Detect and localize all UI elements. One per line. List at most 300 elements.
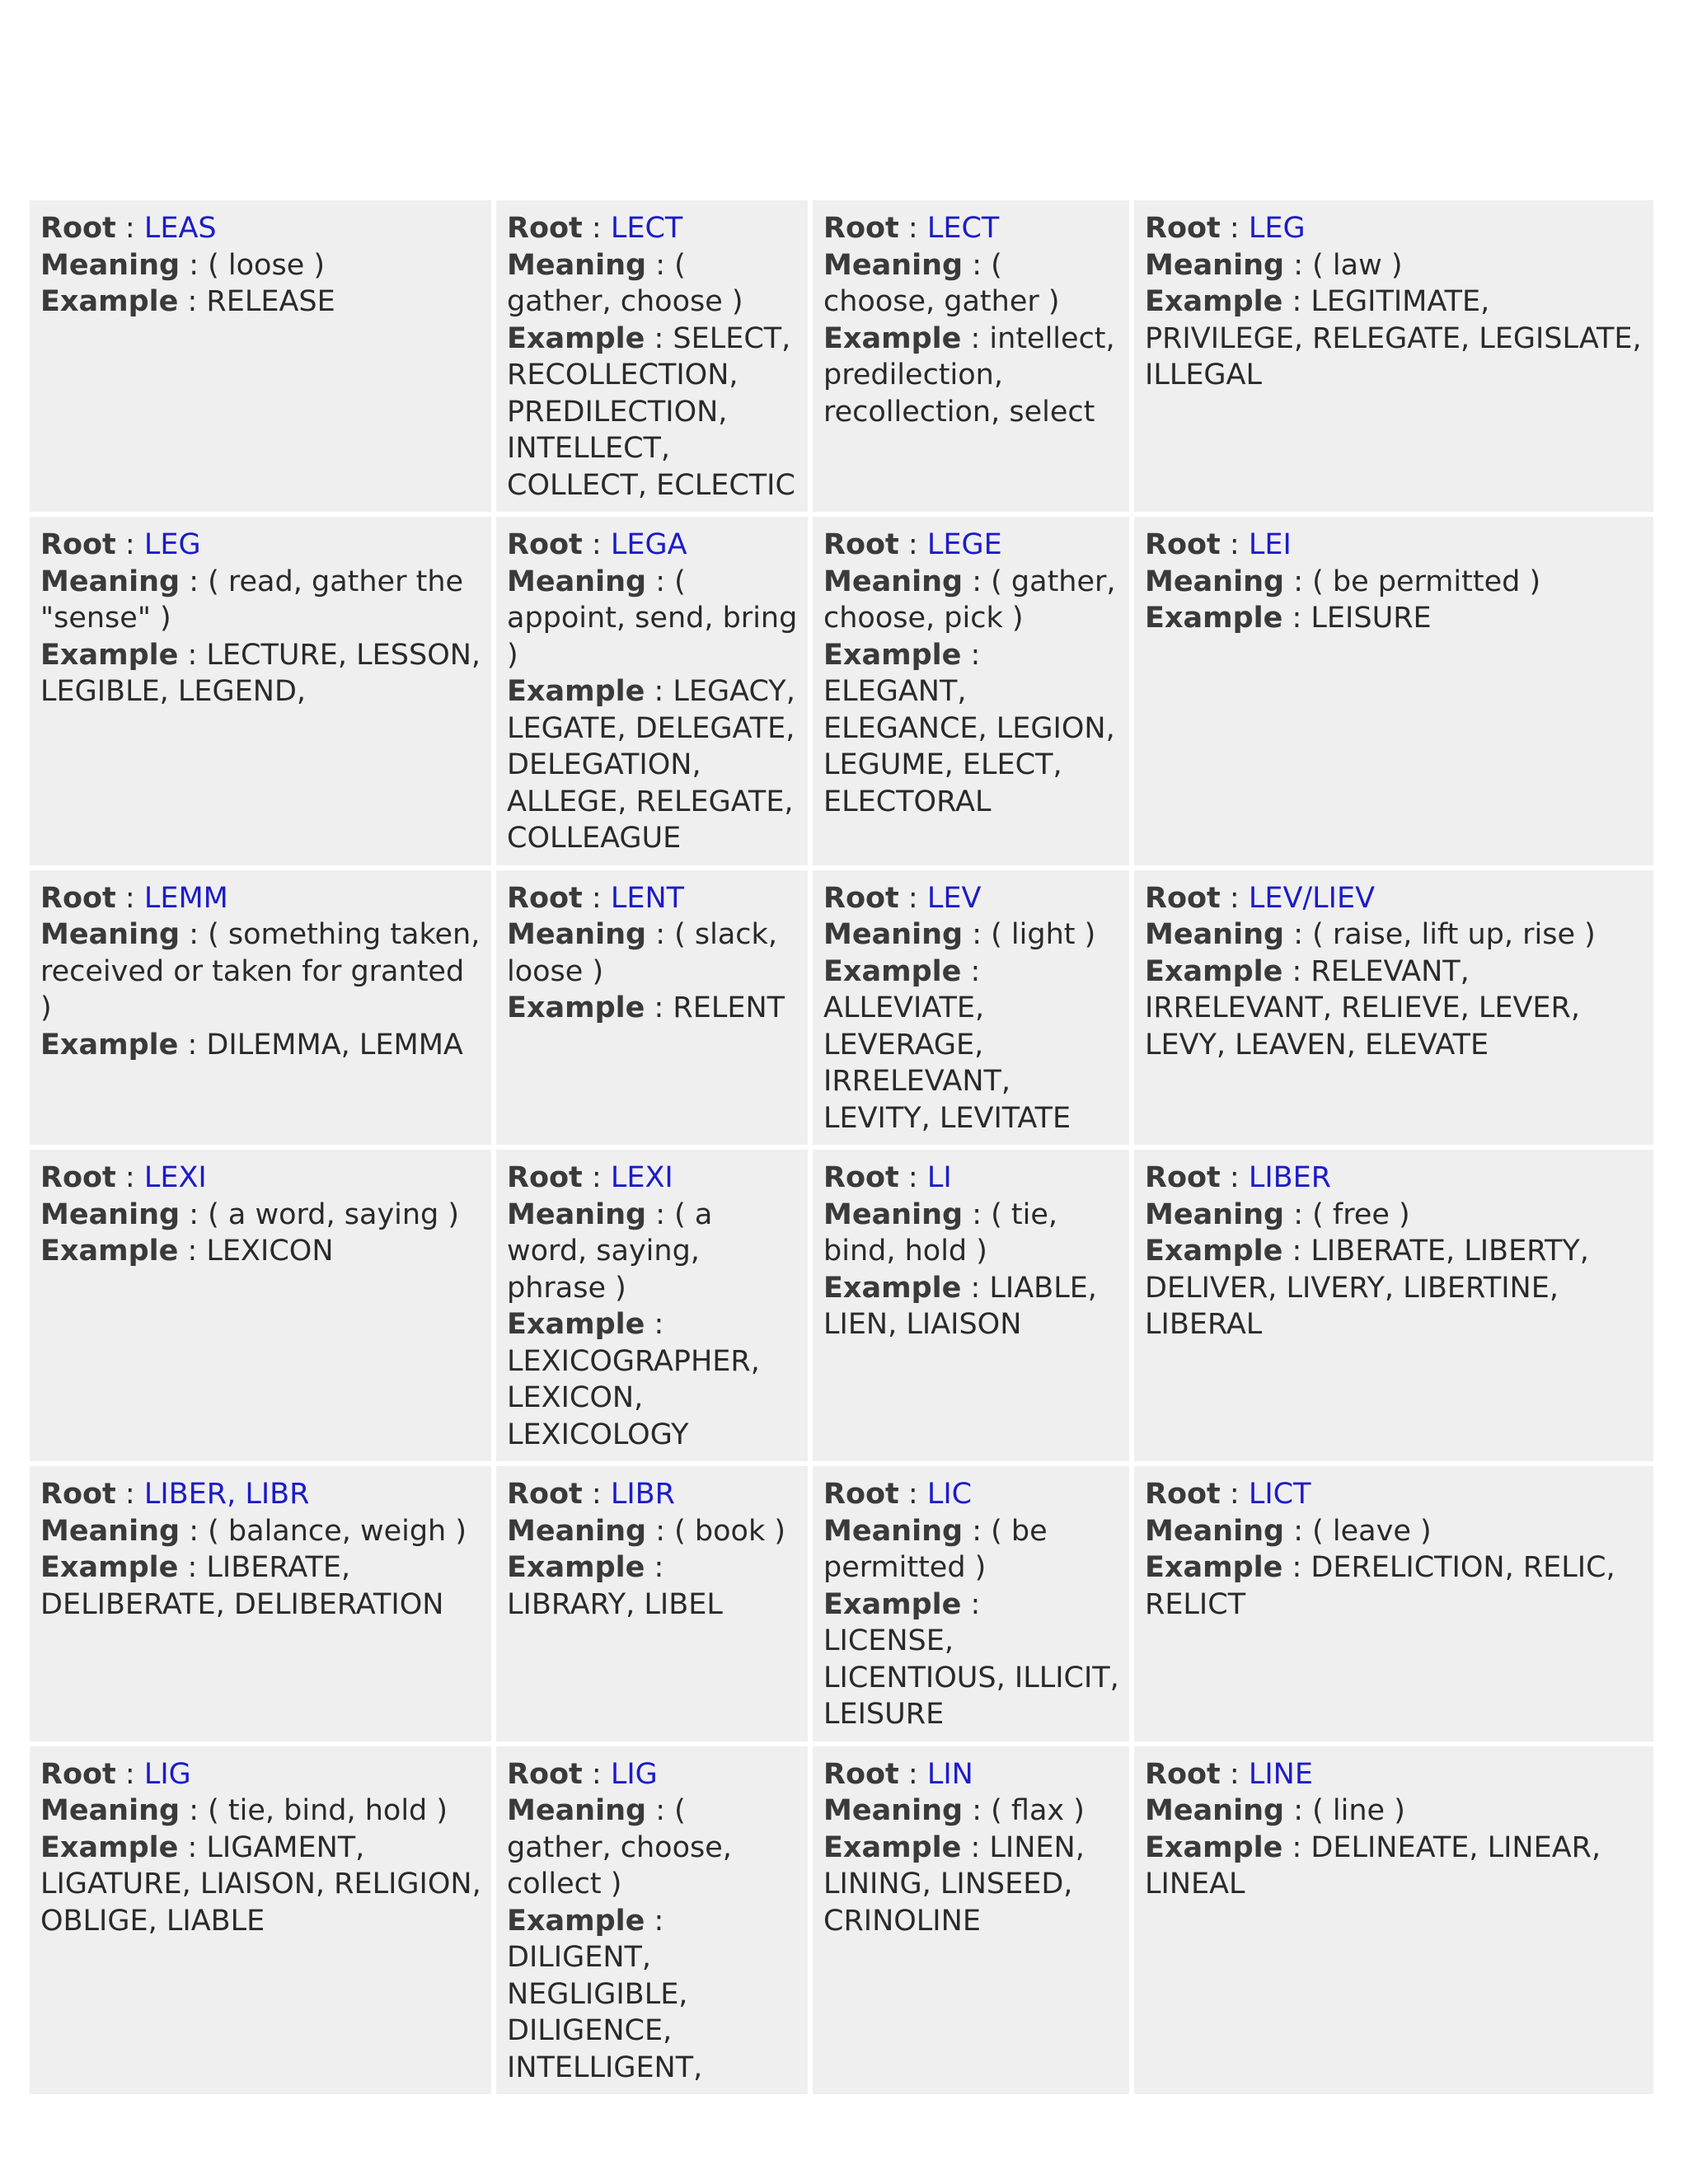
root-line — [507, 1476, 798, 1513]
meaning-line — [507, 564, 798, 674]
label-separator: : — [898, 1757, 927, 1791]
label-separator: : — [115, 528, 144, 561]
meaning-value: ( law ) — [1312, 248, 1403, 282]
example-label: Example — [823, 954, 962, 988]
meaning-value: ( appoint, send, bring ) — [507, 565, 798, 672]
root-label: Root — [1145, 1478, 1221, 1511]
root-line — [507, 1756, 798, 1793]
example-line — [823, 637, 1119, 821]
label-separator: : — [646, 918, 675, 951]
root-label: Root — [823, 881, 899, 915]
root-value: LEAS — [143, 212, 217, 245]
example-value: LIBERATE, LIBERTY, DELIVER, LIVERY, LIBERTINE, LIBERAL — [1145, 1235, 1589, 1341]
label-separator: : — [961, 1830, 990, 1864]
label-separator: : — [898, 1478, 927, 1511]
meaning-line — [40, 1197, 481, 1234]
root-label: Root — [1145, 212, 1221, 245]
root-value: LINE — [1248, 1757, 1313, 1791]
example-label: Example — [507, 1904, 645, 1938]
word-roots-table — [25, 195, 1658, 2099]
example-label: Example — [1145, 954, 1283, 988]
example-line — [507, 1549, 798, 1623]
meaning-value: ( book ) — [674, 1514, 785, 1548]
example-line — [823, 1586, 1119, 1733]
label-separator: : — [898, 1161, 927, 1194]
example-line — [1145, 1830, 1643, 1903]
root-label: Root — [507, 212, 583, 245]
example-value: LIBRARY, LIBEL — [507, 1587, 723, 1621]
meaning-value: ( raise, lift up, rise ) — [1312, 918, 1596, 951]
meaning-label: Meaning — [507, 1197, 647, 1231]
label-separator: : — [582, 212, 611, 245]
root-line — [507, 210, 798, 247]
example-line — [40, 1233, 481, 1270]
label-separator: : — [646, 1794, 675, 1827]
example-label: Example — [40, 1028, 179, 1062]
label-separator: : — [1282, 1830, 1311, 1864]
meaning-value: ( leave ) — [1312, 1514, 1432, 1548]
meaning-label: Meaning — [40, 1197, 181, 1231]
root-value: LEMM — [143, 881, 228, 915]
example-label: Example — [1145, 1235, 1283, 1268]
example-line — [40, 1027, 481, 1064]
label-separator: : — [963, 1514, 992, 1548]
meaning-line — [507, 247, 798, 321]
root-label: Root — [1145, 528, 1221, 561]
label-separator: : — [963, 565, 992, 598]
root-line — [1145, 1160, 1643, 1197]
root-label: Root — [823, 212, 899, 245]
root-line — [1145, 1756, 1643, 1793]
root-line — [40, 1756, 481, 1793]
meaning-label: Meaning — [40, 918, 181, 951]
meaning-value: ( be permitted ) — [1312, 565, 1541, 598]
root-label: Root — [507, 1161, 583, 1194]
example-value: LEXICOGRAPHER, LEXICON, LEXICOLOGY — [507, 1344, 760, 1451]
meaning-label: Meaning — [507, 918, 647, 951]
meaning-line — [1145, 247, 1643, 284]
label-separator: : — [645, 1904, 664, 1938]
meaning-label: Meaning — [823, 1197, 964, 1231]
meaning-line — [823, 1513, 1119, 1586]
table-row — [30, 1466, 1653, 1741]
root-entry-cell — [30, 517, 491, 865]
label-separator: : — [898, 528, 927, 561]
root-label: Root — [40, 1478, 116, 1511]
example-line — [40, 637, 481, 710]
meaning-label: Meaning — [823, 248, 964, 282]
label-separator: : — [961, 1271, 990, 1305]
label-separator: : — [645, 1551, 664, 1584]
label-separator: : — [646, 1514, 675, 1548]
root-line — [1145, 1476, 1643, 1513]
root-value: LI — [926, 1161, 952, 1194]
root-line — [1145, 880, 1643, 917]
label-separator: : — [961, 954, 981, 988]
root-label: Root — [1145, 881, 1221, 915]
example-label: Example — [40, 1235, 179, 1268]
example-label: Example — [1145, 285, 1283, 318]
meaning-label: Meaning — [507, 1514, 647, 1548]
root-value: LENT — [610, 881, 685, 915]
root-line — [823, 1756, 1119, 1793]
root-entry-cell — [30, 1150, 491, 1461]
root-label: Root — [823, 528, 899, 561]
meaning-line — [507, 1513, 798, 1550]
root-value: LEXI — [610, 1161, 673, 1194]
label-separator: : — [961, 321, 990, 355]
root-line — [1145, 527, 1643, 564]
meaning-line — [1145, 1513, 1643, 1550]
example-line — [507, 1306, 798, 1453]
label-separator: : — [646, 248, 675, 282]
example-line — [507, 1903, 798, 2087]
label-separator: : — [1282, 285, 1311, 318]
table-row — [30, 200, 1653, 512]
meaning-value: ( light ) — [991, 918, 1096, 951]
root-entry-cell — [813, 870, 1129, 1146]
meaning-value: ( gather, choose ) — [507, 248, 743, 318]
example-value: LIBERATE, DELIBERATE, DELIBERATION — [40, 1551, 444, 1621]
root-entry-cell — [30, 870, 491, 1146]
example-value: RELEVANT, IRRELEVANT, RELIEVE, LEVER, LEVY, LEAVEN, ELEVATE — [1145, 954, 1580, 1062]
meaning-line — [1145, 916, 1643, 954]
example-value: DILIGENT, NEGLIGIBLE, DILIGENCE, INTELLIGENT, — [507, 1941, 703, 2084]
root-value: LIN — [926, 1757, 973, 1791]
root-line — [823, 210, 1119, 247]
root-entry-cell — [1134, 1150, 1653, 1461]
label-separator: : — [180, 248, 209, 282]
label-separator: : — [180, 1794, 209, 1827]
root-value: LICT — [1248, 1478, 1311, 1511]
meaning-label: Meaning — [1145, 248, 1285, 282]
example-line — [1145, 600, 1643, 637]
label-separator: : — [1220, 1757, 1249, 1791]
example-line — [823, 1830, 1119, 1940]
label-separator: : — [1220, 881, 1249, 915]
label-separator: : — [961, 1587, 981, 1621]
label-separator: : — [1220, 528, 1249, 561]
table-row — [30, 1150, 1653, 1461]
root-label: Root — [507, 1478, 583, 1511]
meaning-value: ( free ) — [1312, 1197, 1410, 1231]
label-separator: : — [178, 1551, 207, 1584]
root-value: LIG — [143, 1757, 191, 1791]
example-label: Example — [823, 321, 962, 355]
root-entry-cell — [1134, 517, 1653, 865]
meaning-value: ( something taken, received or taken for granted ) — [40, 918, 481, 1024]
root-value: LIBER — [1248, 1161, 1332, 1194]
example-label: Example — [823, 1587, 962, 1621]
label-separator: : — [898, 881, 927, 915]
root-line — [1145, 210, 1643, 247]
root-line — [507, 1160, 798, 1197]
meaning-value: ( gather, choose, collect ) — [507, 1794, 732, 1900]
root-entry-cell — [30, 1746, 491, 2095]
root-label: Root — [40, 528, 116, 561]
example-value: SELECT, RECOLLECTION, PREDILECTION, INTELLECT, COLLECT, ECLECTIC — [507, 321, 795, 502]
example-label: Example — [1145, 1830, 1283, 1864]
label-separator: : — [178, 1235, 207, 1268]
root-line — [823, 1160, 1119, 1197]
root-value: LEG — [1248, 212, 1306, 245]
meaning-line — [507, 1793, 798, 1903]
root-entry-cell — [496, 870, 808, 1146]
meaning-value: ( tie, bind, hold ) — [208, 1794, 448, 1827]
label-separator: : — [582, 528, 611, 561]
root-label: Root — [1145, 1161, 1221, 1194]
example-value: LIGAMENT, LIGATURE, LIAISON, RELIGION, OBLIGE, LIABLE — [40, 1830, 481, 1938]
root-entry-cell — [30, 200, 491, 512]
example-value: DELINEATE, LINEAR, LINEAL — [1145, 1830, 1601, 1900]
meaning-value: ( be permitted ) — [823, 1514, 1048, 1584]
root-line — [40, 1160, 481, 1197]
root-entry-cell — [496, 1746, 808, 2095]
example-label: Example — [823, 1830, 962, 1864]
meaning-line — [1145, 1197, 1643, 1234]
example-line — [823, 321, 1119, 431]
label-separator: : — [115, 1161, 144, 1194]
label-separator: : — [645, 321, 673, 355]
example-line — [40, 1830, 481, 1940]
label-separator: : — [1282, 1551, 1311, 1584]
example-value: LIABLE, LIEN, LIAISON — [823, 1271, 1097, 1341]
meaning-line — [507, 916, 798, 990]
root-label: Root — [40, 212, 116, 245]
meaning-label: Meaning — [507, 565, 647, 598]
example-value: LEXICON — [206, 1235, 334, 1268]
example-line — [40, 284, 481, 321]
meaning-value: ( choose, gather ) — [823, 248, 1060, 318]
meaning-label: Meaning — [40, 1514, 181, 1548]
meaning-label: Meaning — [1145, 1514, 1285, 1548]
root-label: Root — [507, 1757, 583, 1791]
example-line — [823, 1270, 1119, 1343]
root-line — [507, 880, 798, 917]
root-value: LIG — [610, 1757, 658, 1791]
meaning-label: Meaning — [823, 1514, 964, 1548]
root-line — [823, 527, 1119, 564]
meaning-label: Meaning — [507, 248, 647, 282]
meaning-line — [823, 1793, 1119, 1830]
meaning-value: ( read, gather the "sense" ) — [40, 565, 464, 635]
root-value: LIBR — [610, 1478, 675, 1511]
example-label: Example — [1145, 602, 1283, 635]
label-separator: : — [645, 1308, 664, 1341]
label-separator: : — [178, 638, 207, 672]
example-line — [507, 990, 798, 1027]
label-separator: : — [180, 565, 209, 598]
example-value: DERELICTION, RELIC, RELICT — [1145, 1551, 1615, 1621]
label-separator: : — [180, 1197, 209, 1231]
example-label: Example — [823, 638, 962, 672]
word-roots-table-body — [30, 200, 1653, 2094]
example-line — [1145, 1549, 1643, 1623]
example-label: Example — [40, 285, 179, 318]
meaning-line — [507, 1197, 798, 1307]
meaning-label: Meaning — [823, 918, 964, 951]
meaning-label: Meaning — [507, 1794, 647, 1827]
meaning-value: ( tie, bind, hold ) — [823, 1197, 1058, 1268]
label-separator: : — [646, 1197, 675, 1231]
label-separator: : — [180, 1514, 209, 1548]
label-separator: : — [115, 1757, 144, 1791]
label-separator: : — [963, 1197, 992, 1231]
root-entry-cell — [813, 1746, 1129, 2095]
meaning-line — [40, 564, 481, 637]
label-separator: : — [1220, 212, 1249, 245]
root-entry-cell — [813, 200, 1129, 512]
meaning-value: ( loose ) — [208, 248, 326, 282]
label-separator: : — [582, 1757, 611, 1791]
root-entry-cell — [813, 1466, 1129, 1741]
root-value: LEG — [143, 528, 201, 561]
table-row — [30, 517, 1653, 865]
example-value: LEGITIMATE, PRIVILEGE, RELEGATE, LEGISLATE, ILLEGAL — [1145, 285, 1642, 391]
meaning-label: Meaning — [40, 248, 181, 282]
root-entry-cell — [496, 517, 808, 865]
root-value: LIC — [926, 1478, 973, 1511]
label-separator: : — [1282, 1235, 1311, 1268]
root-value: LEGE — [926, 528, 1002, 561]
meaning-line — [823, 564, 1119, 637]
root-entry-cell — [496, 1466, 808, 1741]
example-line — [507, 321, 798, 504]
example-value: RELEASE — [206, 285, 335, 318]
label-separator: : — [1284, 248, 1313, 282]
label-separator: : — [961, 638, 981, 672]
meaning-label: Meaning — [40, 1794, 181, 1827]
root-entry-cell — [813, 517, 1129, 865]
example-value: DILEMMA, LEMMA — [206, 1028, 463, 1062]
root-line — [40, 880, 481, 917]
root-value: LECT — [610, 212, 683, 245]
root-line — [40, 1476, 481, 1513]
label-separator: : — [645, 991, 673, 1024]
meaning-value: ( a word, saying, phrase ) — [507, 1197, 713, 1305]
meaning-line — [1145, 1793, 1643, 1830]
example-label: Example — [507, 675, 645, 708]
example-value: LINEN, LINING, LINSEED, CRINOLINE — [823, 1830, 1085, 1938]
label-separator: : — [582, 881, 611, 915]
meaning-label: Meaning — [823, 1794, 964, 1827]
example-value: LECTURE, LESSON, LEGIBLE, LEGEND, — [40, 638, 481, 708]
root-label: Root — [507, 881, 583, 915]
label-separator: : — [1284, 1514, 1313, 1548]
label-separator: : — [582, 1478, 611, 1511]
root-value: LEGA — [610, 528, 687, 561]
label-separator: : — [646, 565, 675, 598]
example-line — [1145, 284, 1643, 394]
label-separator: : — [1284, 918, 1313, 951]
example-line — [1145, 1233, 1643, 1343]
meaning-line — [823, 1197, 1119, 1270]
example-label: Example — [40, 1551, 179, 1584]
label-separator: : — [963, 918, 992, 951]
table-row — [30, 1746, 1653, 2095]
root-label: Root — [40, 1757, 116, 1791]
meaning-label: Meaning — [1145, 565, 1285, 598]
root-entry-cell — [30, 1466, 491, 1741]
label-separator: : — [1220, 1161, 1249, 1194]
root-entry-cell — [496, 200, 808, 512]
root-line — [507, 527, 798, 564]
example-line — [507, 673, 798, 857]
example-label: Example — [507, 1551, 645, 1584]
label-separator: : — [178, 1830, 207, 1864]
example-value: ELEGANT, ELEGANCE, LEGION, LEGUME, ELECT, ELECTORAL — [823, 675, 1115, 818]
example-line — [823, 954, 1119, 1137]
root-label: Root — [507, 528, 583, 561]
label-separator: : — [1284, 1794, 1313, 1827]
meaning-value: ( gather, choose, pick ) — [823, 565, 1116, 635]
label-separator: : — [1282, 954, 1311, 988]
label-separator: : — [178, 285, 207, 318]
example-label: Example — [823, 1271, 962, 1305]
example-label: Example — [1145, 1551, 1283, 1584]
label-separator: : — [645, 675, 673, 708]
label-separator: : — [1282, 602, 1311, 635]
example-value: LICENSE, LICENTIOUS, ILLICIT, LEISURE — [823, 1624, 1119, 1731]
meaning-line — [40, 247, 481, 284]
root-entry-cell — [496, 1150, 808, 1461]
root-line — [40, 527, 481, 564]
meaning-label: Meaning — [1145, 1794, 1285, 1827]
meaning-line — [40, 1513, 481, 1550]
example-label: Example — [507, 991, 645, 1024]
label-separator: : — [115, 212, 144, 245]
label-separator: : — [898, 212, 927, 245]
meaning-line — [823, 247, 1119, 321]
root-label: Root — [40, 881, 116, 915]
root-line — [40, 210, 481, 247]
meaning-value: ( a word, saying ) — [208, 1197, 460, 1231]
meaning-line — [40, 916, 481, 1027]
label-separator: : — [115, 1478, 144, 1511]
meaning-label: Meaning — [1145, 918, 1285, 951]
root-value: LEI — [1248, 528, 1292, 561]
meaning-label: Meaning — [40, 565, 181, 598]
root-label: Root — [823, 1161, 899, 1194]
example-label: Example — [40, 638, 179, 672]
meaning-line — [1145, 564, 1643, 601]
example-label: Example — [40, 1830, 179, 1864]
meaning-line — [40, 1793, 481, 1830]
example-line — [40, 1549, 481, 1623]
root-value: LEXI — [143, 1161, 207, 1194]
root-label: Root — [823, 1478, 899, 1511]
label-separator: : — [180, 918, 209, 951]
label-separator: : — [1284, 565, 1313, 598]
table-row — [30, 870, 1653, 1146]
root-value: LEV — [926, 881, 982, 915]
example-label: Example — [507, 321, 645, 355]
meaning-value: ( flax ) — [991, 1794, 1085, 1827]
example-label: Example — [507, 1308, 645, 1341]
root-value: LECT — [926, 212, 1000, 245]
label-separator: : — [582, 1161, 611, 1194]
example-line — [1145, 954, 1643, 1064]
example-value: ALLEVIATE, LEVERAGE, IRRELEVANT, LEVITY, LEVITATE — [823, 991, 1071, 1135]
meaning-value: ( slack, loose ) — [507, 918, 777, 988]
example-value: LEISURE — [1311, 602, 1432, 635]
label-separator: : — [1220, 1478, 1249, 1511]
meaning-line — [823, 916, 1119, 954]
example-value: LEGACY, LEGATE, DELEGATE, DELEGATION, ALLEGE, RELEGATE, COLLEAGUE — [507, 675, 795, 855]
meaning-label: Meaning — [1145, 1197, 1285, 1231]
label-separator: : — [1284, 1197, 1313, 1231]
root-value: LEV/LIEV — [1248, 881, 1376, 915]
